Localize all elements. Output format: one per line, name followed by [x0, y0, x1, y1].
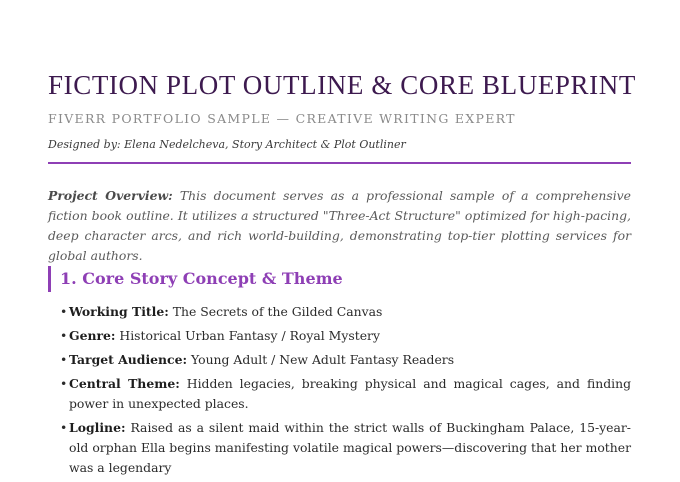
item-label: Genre:	[69, 328, 116, 343]
list-item-central-theme	[62, 374, 631, 414]
item-value: Historical Urban Fantasy / Royal Mystery	[115, 328, 380, 343]
core-concept-list	[62, 302, 631, 482]
project-overview	[48, 186, 631, 266]
item-value: Young Adult / New Adult Fantasy Readers	[187, 352, 455, 367]
list-item-working-title	[62, 302, 631, 322]
list-item-target-audience	[62, 350, 631, 370]
item-value: The Secrets of the Gilded Canvas	[168, 304, 383, 319]
item-label: Central Theme:	[69, 376, 180, 391]
item-label: Logline:	[69, 420, 126, 435]
bullet: •	[60, 352, 68, 367]
item-label: Target Audience:	[69, 352, 188, 367]
document-subtitle: FIVERR PORTFOLIO SAMPLE — CREATIVE WRITING EXPERT	[48, 111, 516, 126]
bullet: •	[60, 328, 68, 343]
bullet: •	[60, 376, 68, 391]
bullet: •	[60, 420, 68, 435]
bullet: •	[60, 304, 68, 319]
list-item-logline	[62, 418, 631, 478]
list-item-genre	[62, 326, 631, 346]
item-label: Working Title:	[69, 304, 169, 319]
item-value: Hidden legacies, breaking physical and magical cages, and finding power in unexpected places.	[69, 376, 631, 411]
project-overview-text: This document serves as a professional sample of a comprehensive fiction book outline. It utilizes a structured "Three-Act Structure" optimized for high-pacing, deep character arcs, and rich world-building, demonstrating top-tier plotting services for global authors.	[48, 188, 631, 263]
section-heading-core-concept: 1. Core Story Concept & Theme	[48, 266, 343, 292]
project-overview-label: Project Overview:	[48, 188, 173, 203]
title-divider	[48, 162, 631, 164]
item-value: Raised as a silent maid within the strict walls of Buckingham Palace, 15-year-old orphan Ella begins manifesting volatile magical powers—discovering that her mother was a legendary	[69, 420, 631, 475]
document-title: FICTION PLOT OUTLINE & CORE BLUEPRINT	[48, 70, 636, 100]
author-credit: Designed by: Elena Nedelcheva, Story Architect & Plot Outliner	[48, 138, 406, 151]
